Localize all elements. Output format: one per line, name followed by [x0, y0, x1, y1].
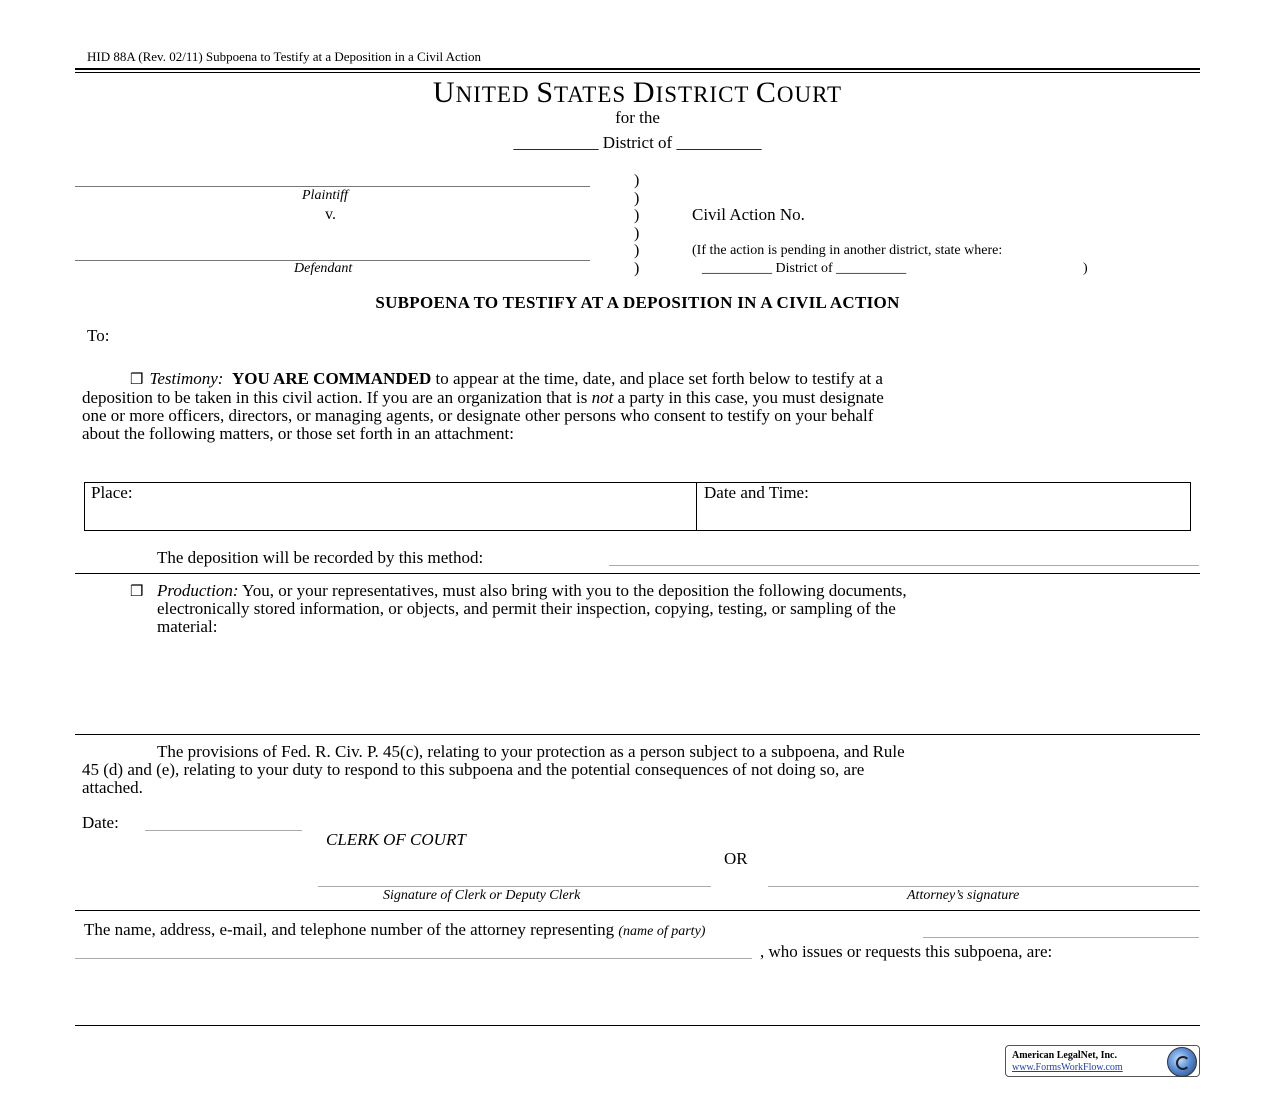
section-rule-1 [75, 573, 1200, 574]
testimony-line2-b: a party in this case, you must designate [613, 388, 884, 407]
for-the: for the [615, 108, 660, 127]
defendant-label: Defendant [294, 261, 353, 276]
testimony-line-1 [82, 370, 1192, 389]
recorded-by-field[interactable] [609, 565, 1199, 566]
subpoena-title: SUBPOENA TO TESTIFY AT A DEPOSITION IN A CIVIL ACTION [375, 293, 900, 312]
to-label: To: [87, 326, 110, 345]
section-rule-2 [75, 734, 1200, 735]
clerk-of-court: CLERK OF COURT [326, 830, 466, 849]
court-title-part: COURT [755, 76, 843, 109]
caption-paren: ) [634, 225, 640, 242]
testimony-line-3: one or more officers, directors, or managing agents, or designate other persons who consent to testify on your behalf [82, 406, 874, 425]
testimony-text1: to appear at the time, date, and place set forth below to testify at a [431, 369, 883, 388]
section-rule-3 [75, 910, 1200, 911]
clerk-signature-label: Signature of Clerk or Deputy Clerk [383, 888, 581, 903]
court-title-part: DISTRICT [632, 76, 756, 109]
party-name-field-top[interactable] [923, 937, 1199, 938]
testimony-line-4: about the following matters, or those set forth in an attachment: [82, 424, 514, 443]
recorded-by-label: The deposition will be recorded by this method: [157, 548, 484, 567]
testimony-paragraph [82, 370, 1192, 443]
court-title-part: UNITED [432, 76, 537, 109]
district-line[interactable]: __________ District of __________ [513, 133, 762, 152]
court-title [0, 76, 1275, 110]
production-line-2: electronically stored information, or objects, and permit their inspection, copying, testing, or sampling of the [157, 599, 896, 618]
place-label: Place: [91, 483, 133, 502]
production-line-3: material: [157, 617, 218, 636]
attorney-info-field[interactable] [75, 965, 1200, 1023]
or-label: OR [724, 849, 748, 868]
header-rule-thick [75, 68, 1200, 70]
testimony-not: not [591, 388, 614, 407]
civil-action-no: Civil Action No. [692, 205, 805, 224]
attorney-info-line-2: , who issues or requests this subpoena, are: [760, 942, 1053, 961]
place-date-divider [696, 482, 697, 530]
attorney-signature-field[interactable] [768, 886, 1199, 887]
caption-paren: ) [634, 242, 640, 259]
american-legalnet-logo[interactable] [1005, 1045, 1200, 1077]
testimony-checkbox[interactable]: ❒ [130, 372, 144, 388]
pending-district[interactable]: __________ District of __________ [702, 261, 907, 276]
date-time-label: Date and Time: [704, 483, 809, 502]
plaintiff-label: Plaintiff [302, 188, 348, 203]
testimony-command: YOU ARE COMMANDED [231, 369, 432, 388]
attorney-signature-label: Attorney’s signature [907, 888, 1020, 903]
testimony-line2-a: deposition to be taken in this civil action. If you are an organization that is [82, 388, 592, 407]
date-label: Date: [82, 813, 119, 832]
provisions-line-2: 45 (d) and (e), relating to your duty to respond to this subpoena and the potential consequences of not doing so, are [82, 760, 865, 779]
caption-paren: ) [634, 172, 640, 189]
logo-url[interactable]: www.FormsWorkFlow.com [1012, 1062, 1123, 1073]
testimony-line-2 [82, 389, 1192, 407]
production-checkbox[interactable]: ❒ [130, 584, 144, 600]
date-field[interactable] [145, 830, 302, 831]
clerk-signature-field[interactable] [318, 886, 711, 887]
court-title-part: STATES [536, 76, 633, 109]
form-header: HID 88A (Rev. 02/11) Subpoena to Testify at a Deposition in a Civil Action [87, 49, 481, 64]
globe-icon [1167, 1047, 1197, 1077]
provisions-line-1: The provisions of Fed. R. Civ. P. 45(c), relating to your protection as a person subject to a subpoena, and Rule [157, 742, 905, 761]
testimony-label: Testimony: [149, 369, 224, 388]
production-label: Production: [157, 581, 239, 600]
caption-paren: ) [634, 260, 640, 277]
section-rule-4 [75, 1025, 1200, 1026]
production-line-1 [157, 582, 1197, 600]
place-field[interactable] [86, 503, 694, 527]
attorney-info-line-1 [84, 920, 705, 940]
provisions-paragraph [82, 743, 1192, 797]
date-time-field[interactable] [698, 503, 1187, 527]
versus: v. [325, 206, 336, 223]
provisions-line-3: attached. [82, 778, 143, 797]
header-rule-thin [75, 72, 1200, 73]
attorney-info-text: The name, address, e-mail, and telephone number of the attorney representing [84, 920, 619, 939]
logo-company: American LegalNet, Inc. [1012, 1050, 1117, 1061]
caption-paren: ) [634, 207, 640, 224]
pending-note: (If the action is pending in another district, state where: [692, 243, 1003, 258]
production-line1-text: You, or your representatives, must also bring with you to the deposition the following documents, [238, 581, 907, 600]
production-paragraph [157, 582, 1197, 636]
pending-close: ) [1083, 261, 1088, 276]
caption-paren: ) [634, 190, 640, 207]
party-name-field[interactable] [75, 958, 752, 959]
name-of-party-label: (name of party) [618, 924, 706, 939]
plaintiff-line[interactable] [75, 186, 590, 187]
